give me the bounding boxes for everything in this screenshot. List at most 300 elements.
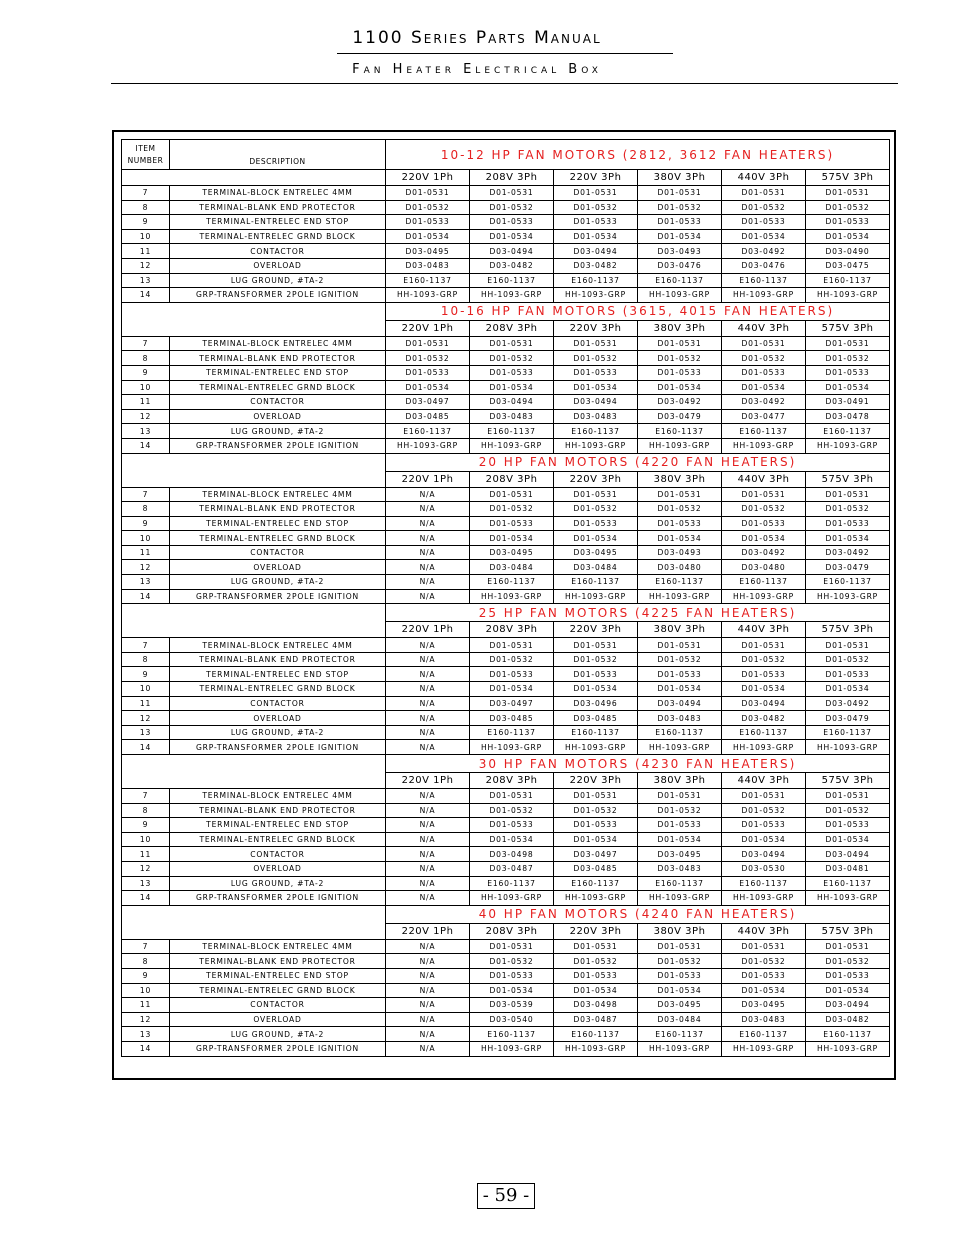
part-number: D03-0476: [722, 258, 806, 273]
part-number: E160-1137: [554, 1027, 638, 1042]
part-number: HH-1093-GRP: [470, 740, 554, 755]
voltage-header: 440V 3Ph: [722, 923, 806, 939]
item-description: TERMINAL-BLANK END PROTECTOR: [170, 803, 386, 818]
part-number: E160-1137: [470, 725, 554, 740]
part-number: D03-0495: [470, 545, 554, 560]
item-number: 8: [122, 351, 170, 366]
part-number: D03-0496: [554, 696, 638, 711]
part-number: D03-0497: [386, 395, 470, 410]
part-number: D03-0483: [638, 861, 722, 876]
page-number: - 59 -: [477, 1183, 535, 1209]
part-number: D01-0534: [470, 229, 554, 244]
item-number: 11: [122, 998, 170, 1013]
part-number: N/A: [386, 818, 470, 833]
part-number: D01-0534: [386, 229, 470, 244]
part-number: D03-0494: [554, 395, 638, 410]
table-row: [122, 258, 890, 273]
item-number: 13: [122, 1027, 170, 1042]
part-number: E160-1137: [806, 725, 890, 740]
part-number: D01-0534: [638, 983, 722, 998]
manual-subtitle: Fan Heater Electrical Box: [352, 62, 602, 77]
manual-title: 1100 Series Parts Manual: [352, 28, 602, 48]
part-number: N/A: [386, 740, 470, 755]
part-number: D01-0531: [806, 939, 890, 954]
item-description: GRP-TRANSFORMER 2POLE IGNITION: [170, 1041, 386, 1056]
part-number: D03-0483: [722, 1012, 806, 1027]
item-number: 9: [122, 365, 170, 380]
item-number: 13: [122, 876, 170, 891]
voltage-header: 208V 3Ph: [470, 923, 554, 939]
part-number: E160-1137: [470, 876, 554, 891]
part-number: N/A: [386, 725, 470, 740]
part-number: D01-0533: [470, 818, 554, 833]
table-row: [122, 215, 890, 230]
voltage-header: 380V 3Ph: [638, 170, 722, 186]
part-number: HH-1093-GRP: [470, 288, 554, 303]
part-number: N/A: [386, 832, 470, 847]
part-number: HH-1093-GRP: [554, 589, 638, 604]
part-number: D01-0533: [470, 365, 554, 380]
table-row: [122, 229, 890, 244]
part-number: D01-0532: [470, 502, 554, 517]
item-description: TERMINAL-ENTRELEC END STOP: [170, 516, 386, 531]
item-description: LUG GROUND, #TA-2: [170, 273, 386, 288]
voltage-blank-cell: [122, 170, 386, 186]
table-row: [122, 409, 890, 424]
voltage-header: 220V 3Ph: [554, 773, 638, 789]
part-number: D01-0532: [554, 803, 638, 818]
voltage-header: 440V 3Ph: [722, 170, 806, 186]
part-number: D01-0533: [638, 968, 722, 983]
part-number: D01-0532: [806, 200, 890, 215]
section-title: 30 HP FAN MOTORS (4230 FAN HEATERS): [386, 755, 890, 773]
part-number: D01-0534: [722, 832, 806, 847]
table-row: [122, 288, 890, 303]
part-number: D03-0476: [638, 258, 722, 273]
table-row: [122, 725, 890, 740]
item-header-line1: ITEM: [135, 143, 156, 153]
part-number: E160-1137: [806, 424, 890, 439]
item-number: 8: [122, 200, 170, 215]
part-number: N/A: [386, 502, 470, 517]
part-number: D01-0532: [638, 351, 722, 366]
part-number: E160-1137: [638, 725, 722, 740]
part-number: D01-0531: [638, 336, 722, 351]
part-number: D01-0531: [806, 487, 890, 502]
part-number: D01-0533: [806, 215, 890, 230]
part-number: N/A: [386, 1027, 470, 1042]
part-number: D01-0534: [722, 531, 806, 546]
part-number: D01-0532: [806, 803, 890, 818]
part-number: N/A: [386, 545, 470, 560]
part-number: D01-0532: [638, 652, 722, 667]
item-number: 7: [122, 186, 170, 201]
item-number: 12: [122, 409, 170, 424]
part-number: D01-0533: [554, 667, 638, 682]
part-number: E160-1137: [554, 876, 638, 891]
section-title-row: [122, 604, 890, 622]
part-number: D03-0484: [638, 1012, 722, 1027]
part-number: E160-1137: [806, 1027, 890, 1042]
voltage-header: 380V 3Ph: [638, 622, 722, 638]
item-description: TERMINAL-BLOCK ENTRELEC 4MM: [170, 487, 386, 502]
part-number: D01-0532: [638, 200, 722, 215]
item-number: 9: [122, 516, 170, 531]
item-description: TERMINAL-BLANK END PROTECTOR: [170, 502, 386, 517]
item-description: CONTACTOR: [170, 847, 386, 862]
part-number: D03-0479: [806, 560, 890, 575]
item-number: 10: [122, 531, 170, 546]
part-number: HH-1093-GRP: [722, 1041, 806, 1056]
part-number: D03-0483: [386, 258, 470, 273]
part-number: D01-0532: [806, 954, 890, 969]
item-description: TERMINAL-ENTRELEC END STOP: [170, 968, 386, 983]
part-number: D01-0533: [554, 968, 638, 983]
part-number: N/A: [386, 1012, 470, 1027]
part-number: N/A: [386, 954, 470, 969]
table-row: [122, 273, 890, 288]
part-number: D03-0479: [806, 711, 890, 726]
item-description: CONTACTOR: [170, 696, 386, 711]
item-number: 8: [122, 803, 170, 818]
item-number: 7: [122, 336, 170, 351]
part-number: D01-0532: [554, 200, 638, 215]
item-number: 7: [122, 487, 170, 502]
voltage-blank-cell: [122, 923, 386, 939]
item-description: TERMINAL-BLOCK ENTRELEC 4MM: [170, 336, 386, 351]
part-number: D01-0531: [722, 638, 806, 653]
part-number: D03-0487: [470, 861, 554, 876]
item-description: LUG GROUND, #TA-2: [170, 876, 386, 891]
part-number: D03-0485: [386, 409, 470, 424]
part-number: D01-0533: [554, 818, 638, 833]
part-number: D03-0482: [806, 1012, 890, 1027]
part-number: HH-1093-GRP: [806, 589, 890, 604]
item-number: 10: [122, 983, 170, 998]
part-number: D01-0531: [638, 789, 722, 804]
item-description: LUG GROUND, #TA-2: [170, 725, 386, 740]
part-number: D03-0495: [638, 998, 722, 1013]
part-number: D01-0532: [470, 200, 554, 215]
table-row: [122, 876, 890, 891]
voltage-header: 208V 3Ph: [470, 773, 554, 789]
item-description: LUG GROUND, #TA-2: [170, 575, 386, 590]
voltage-header: 220V 1Ph: [386, 773, 470, 789]
part-number: D01-0533: [638, 667, 722, 682]
voltage-header: 208V 3Ph: [470, 622, 554, 638]
part-number: HH-1093-GRP: [638, 438, 722, 453]
table-row: [122, 575, 890, 590]
voltage-header-row: [122, 320, 890, 336]
part-number: HH-1093-GRP: [638, 1041, 722, 1056]
part-number: D01-0534: [722, 983, 806, 998]
part-number: D01-0531: [806, 336, 890, 351]
part-number: D03-0494: [470, 244, 554, 259]
part-number: D01-0531: [554, 789, 638, 804]
part-number: D03-0492: [722, 545, 806, 560]
voltage-header: 220V 3Ph: [554, 320, 638, 336]
part-number: N/A: [386, 638, 470, 653]
table-row: [122, 861, 890, 876]
part-number: D03-0498: [470, 847, 554, 862]
part-number: D01-0531: [638, 487, 722, 502]
part-number: D01-0532: [638, 954, 722, 969]
parts-table: [121, 139, 890, 1057]
part-number: D03-0491: [806, 395, 890, 410]
item-description: TERMINAL-BLOCK ENTRELEC 4MM: [170, 638, 386, 653]
part-number: D01-0534: [638, 531, 722, 546]
part-number: D01-0534: [638, 832, 722, 847]
part-number: D01-0531: [806, 186, 890, 201]
part-number: D01-0532: [554, 954, 638, 969]
part-number: D01-0534: [722, 380, 806, 395]
item-number: 12: [122, 258, 170, 273]
voltage-header-row: [122, 622, 890, 638]
voltage-header: 380V 3Ph: [638, 320, 722, 336]
part-number: D01-0534: [638, 380, 722, 395]
item-description: CONTACTOR: [170, 395, 386, 410]
part-number: D01-0532: [722, 954, 806, 969]
part-number: E160-1137: [806, 575, 890, 590]
part-number: D03-0495: [722, 998, 806, 1013]
part-number: HH-1093-GRP: [722, 589, 806, 604]
voltage-blank-cell: [122, 773, 386, 789]
part-number: D03-0487: [554, 1012, 638, 1027]
item-description: TERMINAL-ENTRELEC GRND BLOCK: [170, 229, 386, 244]
item-number: 14: [122, 740, 170, 755]
part-number: N/A: [386, 560, 470, 575]
part-number: D01-0531: [470, 789, 554, 804]
part-number: D01-0534: [722, 229, 806, 244]
part-number: D01-0531: [722, 336, 806, 351]
item-number: 13: [122, 575, 170, 590]
part-number: E160-1137: [386, 273, 470, 288]
item-description: OVERLOAD: [170, 711, 386, 726]
table-row: [122, 589, 890, 604]
table-row: [122, 502, 890, 517]
voltage-header: 575V 3Ph: [806, 622, 890, 638]
voltage-header: 220V 3Ph: [554, 923, 638, 939]
part-number: D03-0478: [806, 409, 890, 424]
section-title-row: [122, 755, 890, 773]
item-description: TERMINAL-BLOCK ENTRELEC 4MM: [170, 186, 386, 201]
item-description: GRP-TRANSFORMER 2POLE IGNITION: [170, 891, 386, 906]
part-number: E160-1137: [470, 575, 554, 590]
part-number: D03-0483: [638, 711, 722, 726]
part-number: D03-0530: [722, 861, 806, 876]
part-number: D01-0532: [722, 803, 806, 818]
part-number: D01-0534: [470, 983, 554, 998]
part-number: D01-0531: [806, 789, 890, 804]
part-number: D01-0532: [722, 200, 806, 215]
part-number: D01-0531: [554, 939, 638, 954]
part-number: D01-0532: [386, 351, 470, 366]
part-number: E160-1137: [722, 1027, 806, 1042]
part-number: HH-1093-GRP: [638, 288, 722, 303]
item-description: OVERLOAD: [170, 861, 386, 876]
part-number: E160-1137: [638, 575, 722, 590]
item-description: TERMINAL-ENTRELEC END STOP: [170, 365, 386, 380]
part-number: HH-1093-GRP: [638, 740, 722, 755]
item-number: 10: [122, 229, 170, 244]
table-row: [122, 939, 890, 954]
part-number: D03-0482: [470, 258, 554, 273]
part-number: N/A: [386, 789, 470, 804]
part-number: E160-1137: [470, 424, 554, 439]
section-title: 25 HP FAN MOTORS (4225 FAN HEATERS): [386, 604, 890, 622]
header-rule: [111, 83, 898, 84]
part-number: HH-1093-GRP: [470, 589, 554, 604]
item-number: 11: [122, 545, 170, 560]
table-row: [122, 998, 890, 1013]
part-number: D01-0533: [638, 818, 722, 833]
part-number: E160-1137: [638, 1027, 722, 1042]
item-description: TERMINAL-BLOCK ENTRELEC 4MM: [170, 939, 386, 954]
part-number: D01-0532: [638, 803, 722, 818]
part-number: D01-0531: [638, 638, 722, 653]
table-row: [122, 847, 890, 862]
part-number: N/A: [386, 667, 470, 682]
part-number: E160-1137: [806, 273, 890, 288]
part-number: D03-0477: [722, 409, 806, 424]
part-number: HH-1093-GRP: [554, 1041, 638, 1056]
part-number: D01-0533: [806, 667, 890, 682]
part-number: HH-1093-GRP: [470, 1041, 554, 1056]
table-row: [122, 652, 890, 667]
item-description: LUG GROUND, #TA-2: [170, 1027, 386, 1042]
part-number: D01-0532: [722, 502, 806, 517]
voltage-header: 380V 3Ph: [638, 471, 722, 487]
voltage-header-row: [122, 923, 890, 939]
part-number: D03-0492: [722, 395, 806, 410]
part-number: D03-0494: [638, 696, 722, 711]
part-number: D03-0482: [722, 711, 806, 726]
part-number: D03-0483: [554, 409, 638, 424]
item-description: CONTACTOR: [170, 244, 386, 259]
part-number: D01-0533: [722, 818, 806, 833]
part-number: D01-0534: [638, 229, 722, 244]
item-number: 9: [122, 968, 170, 983]
part-number: D01-0534: [722, 682, 806, 697]
item-number: 8: [122, 652, 170, 667]
part-number: D01-0532: [806, 351, 890, 366]
part-number: D01-0533: [554, 365, 638, 380]
part-number: E160-1137: [554, 575, 638, 590]
voltage-header: 440V 3Ph: [722, 622, 806, 638]
table-row: [122, 682, 890, 697]
part-number: HH-1093-GRP: [806, 1041, 890, 1056]
part-number: D01-0532: [806, 652, 890, 667]
part-number: D01-0534: [554, 229, 638, 244]
part-number: D01-0532: [386, 200, 470, 215]
part-number: D01-0534: [806, 832, 890, 847]
part-number: D03-0494: [722, 696, 806, 711]
part-number: N/A: [386, 861, 470, 876]
section-title: 10-12 HP FAN MOTORS (2812, 3612 FAN HEATERS): [386, 140, 890, 170]
part-number: D01-0533: [722, 215, 806, 230]
part-number: D01-0534: [638, 682, 722, 697]
voltage-header: 220V 1Ph: [386, 622, 470, 638]
part-number: N/A: [386, 682, 470, 697]
part-number: D01-0533: [554, 215, 638, 230]
item-number-header: [122, 140, 170, 170]
part-number: D01-0531: [554, 186, 638, 201]
part-number: D03-0483: [470, 409, 554, 424]
part-number: D01-0532: [470, 351, 554, 366]
table-row: [122, 832, 890, 847]
part-number: D03-0539: [470, 998, 554, 1013]
part-number: HH-1093-GRP: [386, 438, 470, 453]
part-number: D01-0533: [722, 667, 806, 682]
title-rule: [337, 53, 673, 54]
table-row: [122, 789, 890, 804]
part-number: D03-0495: [554, 545, 638, 560]
part-number: D01-0534: [806, 531, 890, 546]
part-number: D01-0531: [554, 487, 638, 502]
item-description: CONTACTOR: [170, 545, 386, 560]
part-number: N/A: [386, 696, 470, 711]
table-row: [122, 336, 890, 351]
part-number: D01-0533: [638, 365, 722, 380]
part-number: D01-0534: [554, 832, 638, 847]
part-number: D03-0485: [470, 711, 554, 726]
part-number: D03-0494: [806, 847, 890, 862]
part-number: E160-1137: [722, 876, 806, 891]
part-number: D03-0497: [470, 696, 554, 711]
part-number: D01-0533: [638, 215, 722, 230]
item-number: 12: [122, 711, 170, 726]
table-row: [122, 395, 890, 410]
table-row: [122, 560, 890, 575]
item-description: TERMINAL-ENTRELEC END STOP: [170, 818, 386, 833]
part-number: D01-0532: [806, 502, 890, 517]
table-row: [122, 438, 890, 453]
item-number: 13: [122, 424, 170, 439]
part-number: D03-0482: [554, 258, 638, 273]
part-number: D01-0533: [722, 516, 806, 531]
item-number: 12: [122, 1012, 170, 1027]
part-number: D01-0533: [722, 968, 806, 983]
item-number: 10: [122, 682, 170, 697]
item-number: 12: [122, 560, 170, 575]
part-number: HH-1093-GRP: [554, 438, 638, 453]
part-number: N/A: [386, 891, 470, 906]
part-number: HH-1093-GRP: [722, 891, 806, 906]
item-description: TERMINAL-ENTRELEC GRND BLOCK: [170, 983, 386, 998]
item-description: TERMINAL-BLANK END PROTECTOR: [170, 954, 386, 969]
part-number: D01-0532: [470, 954, 554, 969]
part-number: D01-0533: [470, 516, 554, 531]
item-description: GRP-TRANSFORMER 2POLE IGNITION: [170, 589, 386, 604]
part-number: D03-0492: [638, 395, 722, 410]
voltage-header: 380V 3Ph: [638, 923, 722, 939]
table-row: [122, 531, 890, 546]
part-number: N/A: [386, 983, 470, 998]
part-number: D01-0531: [722, 487, 806, 502]
section-title: 40 HP FAN MOTORS (4240 FAN HEATERS): [386, 905, 890, 923]
item-number: 11: [122, 395, 170, 410]
part-number: HH-1093-GRP: [554, 288, 638, 303]
part-number: D01-0534: [806, 229, 890, 244]
item-number: 14: [122, 438, 170, 453]
part-number: D01-0533: [806, 365, 890, 380]
voltage-header: 575V 3Ph: [806, 320, 890, 336]
table-row: [122, 740, 890, 755]
section-title-row: [122, 140, 890, 170]
item-number: 7: [122, 638, 170, 653]
voltage-header: 380V 3Ph: [638, 773, 722, 789]
part-number: D03-0494: [554, 244, 638, 259]
